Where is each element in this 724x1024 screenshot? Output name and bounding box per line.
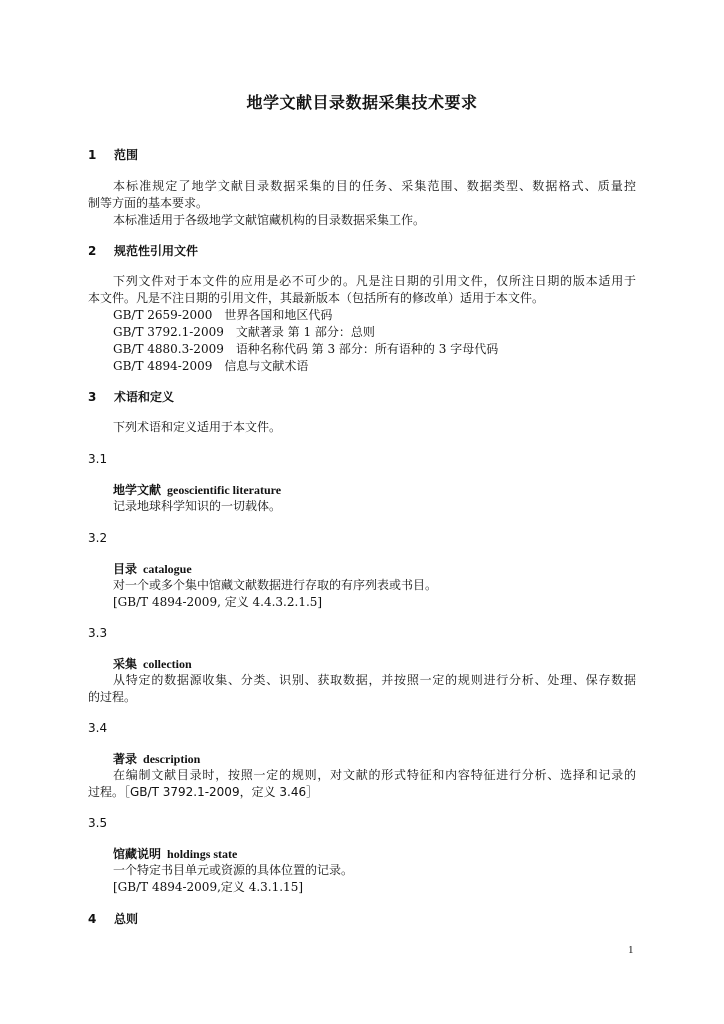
clause-number: 3.3	[88, 626, 108, 640]
section-title: 术语和定义	[114, 390, 175, 404]
term-en: collection	[143, 657, 192, 671]
term-source: [GB/T 4894-2009, 定义 4.4.3.2.1.5]	[113, 595, 323, 609]
paragraph-line: 制等方面的基本要求。	[88, 196, 209, 210]
section-heading-2	[88, 243, 198, 260]
clause-number: 3.5	[88, 816, 108, 830]
term-definition: 的过程。	[88, 690, 137, 704]
section-heading-1	[88, 147, 138, 164]
clause-number: 3.2	[88, 531, 108, 545]
term-definition: 从特定的数据源收集、分类、识别、获取数据，并按照一定的规则进行分析、处理、保存数据	[113, 673, 636, 687]
section-number: 2	[88, 244, 97, 258]
section-title: 范围	[114, 148, 139, 162]
document-title: 地学文献目录数据采集技术要求	[246, 93, 478, 112]
term-definition: 过程。［GB/T 3792.1-2009，定义 3.46］	[88, 785, 319, 799]
term-zh: 著录	[113, 752, 138, 766]
paragraph-line: 下列术语和定义适用于本文件。	[113, 420, 282, 434]
clause-number: 3.4	[88, 721, 108, 735]
term-definition: 在编制文献目录时，按照一定的规则，对文献的形式特征和内容特征进行分析、选择和记录的	[113, 768, 636, 782]
term-zh: 地学文献	[113, 483, 162, 497]
normative-reference: GB/T 2659-2000 世界各国和地区代码	[113, 308, 333, 322]
paragraph-line: 下列文件对于本文件的应用是必不可少的。凡是注日期的引用文件，仅所注日期的版本适用于	[113, 274, 636, 288]
paragraph-line: 本文件。凡是不注日期的引用文件，其最新版本（包括所有的修改单）适用于本文件。	[88, 291, 545, 305]
normative-reference: GB/T 4880.3-2009 语种名称代码 第 3 部分：所有语种的 3 字母代码	[113, 342, 499, 356]
term-entry	[113, 846, 237, 863]
paragraph-line: 本标准适用于各级地学文献馆藏机构的目录数据采集工作。	[113, 213, 426, 227]
term-entry	[113, 482, 281, 499]
term-zh: 馆藏说明	[113, 847, 162, 861]
term-entry	[113, 656, 192, 673]
section-number: 4	[88, 912, 97, 926]
term-entry	[113, 561, 192, 578]
term-en: holdings state	[167, 847, 238, 861]
term-source: [GB/T 4894-2009,定义 4.3.1.15]	[113, 880, 304, 894]
section-number: 1	[88, 148, 97, 162]
section-number: 3	[88, 390, 97, 404]
section-title: 规范性引用文件	[114, 244, 199, 258]
clause-number: 3.1	[88, 452, 108, 466]
paragraph-line: 本标准规定了地学文献目录数据采集的目的任务、采集范围、数据类型、数据格式、质量控	[113, 179, 636, 193]
section-title: 总则	[114, 912, 139, 926]
section-heading-3	[88, 389, 174, 406]
term-entry	[113, 751, 200, 768]
normative-reference: GB/T 3792.1-2009 文献著录 第 1 部分：总则	[113, 325, 375, 339]
page-number: 1	[628, 944, 634, 956]
term-en: geoscientific literature	[167, 483, 282, 497]
term-en: description	[143, 752, 201, 766]
term-zh: 采集	[113, 657, 138, 671]
section-heading-4	[88, 911, 138, 928]
term-definition: 对一个或多个集中馆藏文献数据进行存取的有序列表或书目。	[113, 578, 438, 592]
term-zh: 目录	[113, 562, 138, 576]
normative-reference: GB/T 4894-2009 信息与文献术语	[113, 359, 309, 373]
term-definition: 一个特定书目单元或资源的具体位置的记录。	[113, 863, 354, 877]
term-definition: 记录地球科学知识的一切载体。	[113, 499, 282, 513]
term-en: catalogue	[143, 562, 192, 576]
